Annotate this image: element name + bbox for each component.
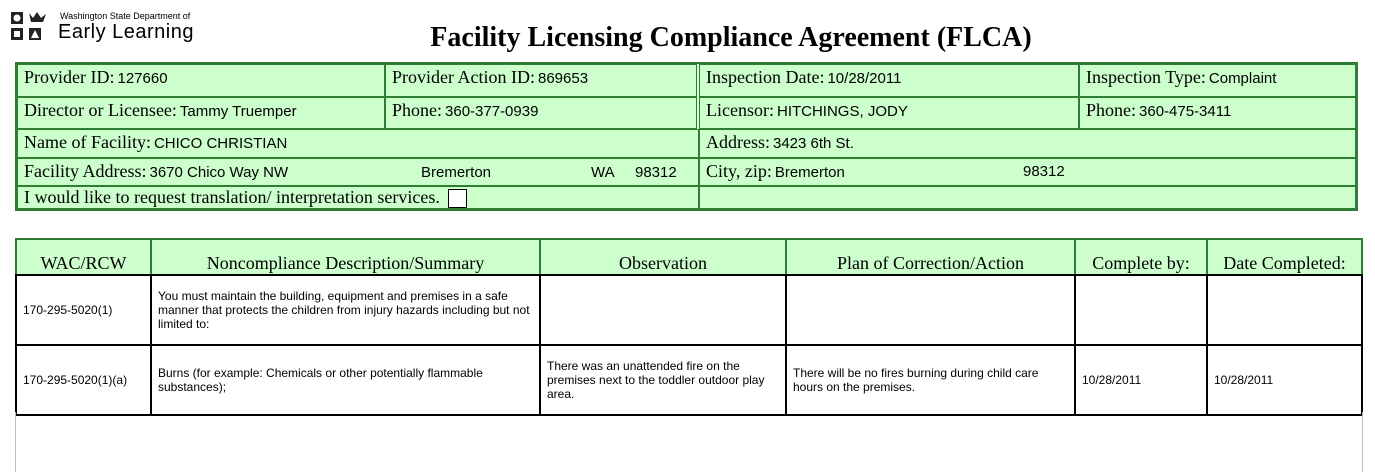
- complete-by-cell: 10/28/2011: [1075, 345, 1207, 415]
- description-cell: Burns (for example: Chemicals or other potentially flammable substances);: [151, 345, 540, 415]
- inspection-type-label: Inspection Type:: [1086, 67, 1206, 87]
- observation-cell: [540, 275, 786, 345]
- provider-id-value: 127660: [117, 70, 168, 87]
- description-cell: You must maintain the building, equipment and premises in a safe manner that protects the children from injury hazards including but not limited to:: [151, 275, 540, 345]
- column-header: WAC/RCW: [16, 239, 151, 275]
- licensor-label: Licensor:: [706, 100, 774, 120]
- inspection-date-cell: [699, 64, 1079, 97]
- city-value: Bremerton: [774, 164, 845, 181]
- provider-info-grid: [15, 62, 1358, 211]
- compliance-table: [15, 238, 1363, 416]
- column-header: Date Completed:: [1207, 239, 1362, 275]
- director-value: Tammy Truemper: [179, 103, 297, 120]
- provider-action-id-value: 869653: [537, 70, 589, 87]
- facility-name-value: CHICO CHRISTIAN: [153, 135, 288, 152]
- facility-name-cell: [17, 129, 699, 158]
- plan-cell: [786, 275, 1075, 345]
- column-header: Noncompliance Description/Summary: [151, 239, 540, 275]
- city-zip-label: City, zip:: [706, 161, 772, 181]
- empty-cell: [699, 186, 1356, 209]
- licensor-value: HITCHINGS, JODY: [776, 103, 908, 120]
- director-cell: [17, 97, 385, 129]
- column-header: Complete by:: [1075, 239, 1207, 275]
- facility-city-value: Bremerton: [421, 164, 492, 181]
- page-title: Facility Licensing Compliance Agreement (FLCA): [430, 22, 1032, 53]
- facility-zip-value: 98312: [635, 164, 677, 181]
- inspection-date-label: Inspection Date:: [706, 67, 825, 87]
- licensor-cell: [699, 97, 1079, 129]
- inspection-type-value: Complaint: [1208, 70, 1277, 87]
- logo-agency-text: Washington State Department of: [60, 11, 191, 21]
- facility-street-value: 3670 Chico Way NW: [149, 164, 289, 181]
- facility-name-label: Name of Facility:: [24, 132, 151, 152]
- column-header: Plan of Correction/Action: [786, 239, 1075, 275]
- table-header-row: [16, 239, 1362, 275]
- plan-cell: There will be no fires burning during child care hours on the premises.: [786, 345, 1075, 415]
- facility-address-cell: [17, 158, 699, 186]
- inspection-date-value: 10/28/2011: [827, 70, 902, 87]
- blank-table-area: [15, 412, 1363, 472]
- provider-id-label: Provider ID:: [24, 67, 115, 87]
- date-completed-cell: [1207, 275, 1362, 345]
- wac-cell: 170-295-5020(1): [16, 275, 151, 345]
- address-value: 3423 6th St.: [773, 135, 854, 152]
- date-completed-cell: 10/28/2011: [1207, 345, 1362, 415]
- wac-cell: 170-295-5020(1)(a): [16, 345, 151, 415]
- zip-value: 98312: [1023, 163, 1065, 180]
- provider-action-id-cell: [385, 64, 697, 97]
- observation-cell: There was an unattended fire on the premises next to the toddler outdoor play area.: [540, 345, 786, 415]
- column-header: Observation: [540, 239, 786, 275]
- phone-label: Phone:: [392, 100, 443, 120]
- table-row: [16, 275, 1362, 345]
- facility-address-label: Facility Address:: [24, 161, 147, 181]
- provider-action-id-label: Provider Action ID:: [392, 67, 535, 87]
- licensor-phone-label: Phone:: [1086, 100, 1137, 120]
- phone-cell: [385, 97, 697, 129]
- city-zip-cell: [699, 158, 1356, 186]
- translation-request-label: I would like to request translation/ interpretation services.: [24, 187, 440, 207]
- facility-state-value: WA: [591, 164, 615, 181]
- address-label: Address:: [706, 132, 770, 152]
- inspection-type-cell: [1079, 64, 1356, 97]
- licensor-phone-value: 360-475-3411: [1139, 103, 1232, 120]
- provider-id-cell: [17, 64, 385, 97]
- director-label: Director or Licensee:: [24, 100, 177, 120]
- phone-value: 360-377-0939: [445, 103, 539, 120]
- address-cell: [699, 129, 1356, 158]
- translation-request-cell: [17, 186, 699, 209]
- logo-name-text: Early Learning: [58, 21, 194, 43]
- table-row: [16, 345, 1362, 415]
- licensor-phone-cell: [1079, 97, 1356, 129]
- translation-request-checkbox[interactable]: [448, 189, 467, 208]
- complete-by-cell: [1075, 275, 1207, 345]
